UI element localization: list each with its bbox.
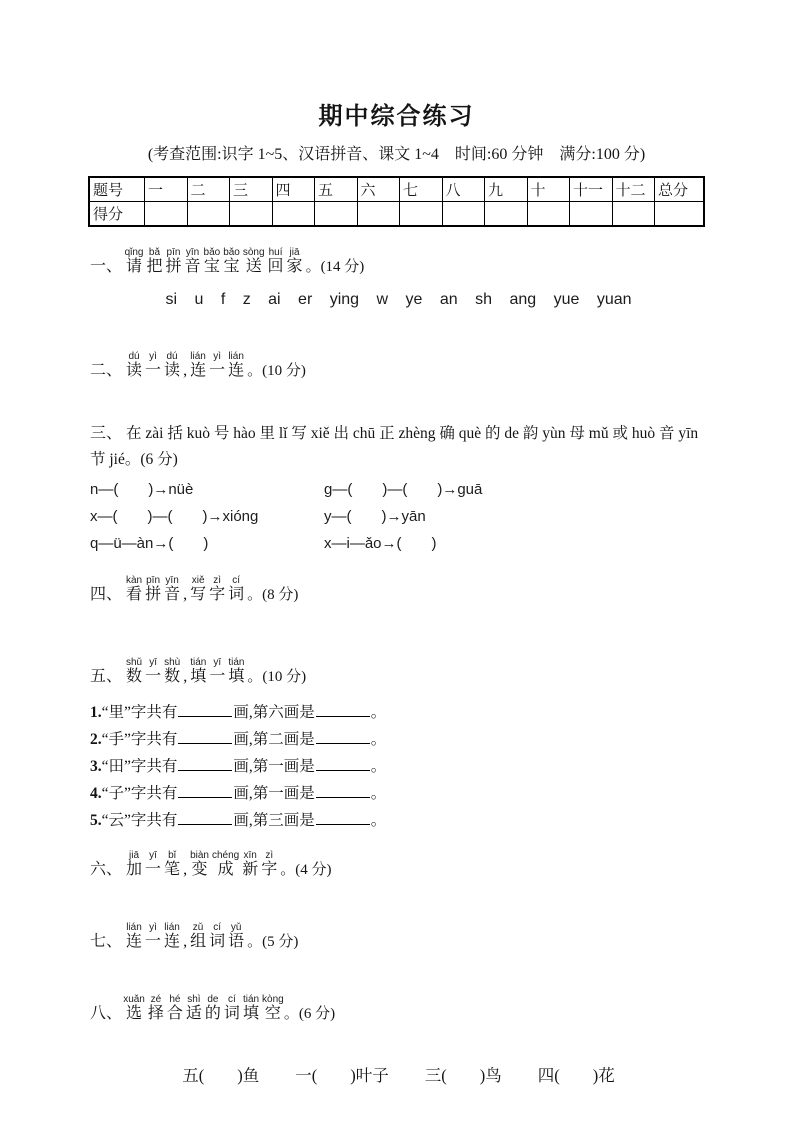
section-title-text: 在 zài 括 kuò 号 hào 里 lǐ 写 xiě 出 chū 正 zhèng 确 què 的 de 韵 yùn 母 mǔ 或 huò 音 yīn 节 jié。(6 分) [90,425,699,468]
ruby-char: 词cí [209,922,226,950]
section-heading [90,575,707,605]
ruby-char: 组zǔ [190,922,207,950]
syllable-exercise-grid [90,481,707,553]
ruby-char: , [183,933,188,950]
fill-blank-item: 四( )花 [537,1066,615,1085]
item-text: 。 [370,812,387,829]
section-score: 。(8 分) [247,587,299,603]
page-title: 期中综合练习 [318,103,475,130]
stroke-count-item [90,780,707,807]
ruby-char: 填tián [242,994,260,1022]
item-number: 1. [90,704,102,721]
answer-blank [178,757,232,771]
ruby-char: 写xiě [190,575,207,603]
ruby-char: 音yīn [184,247,201,275]
section-score: 。(14 分) [305,259,365,275]
stroke-count-item [90,807,707,834]
item-text: “手”字共有 [101,731,178,748]
score-cell-empty [272,202,315,227]
ruby-char: 拼pīn [145,575,162,603]
item-text: “云”字共有 [101,812,178,829]
score-cell-empty [612,202,655,227]
score-cell-empty [400,202,443,227]
syllable-item: x—( )—( )→xióng [90,508,259,525]
item-number: 2. [90,731,102,748]
ruby-char: 宝bǎo [203,247,221,275]
section-sec-1 [90,247,707,309]
item-text: 画,第三画是 [233,812,315,829]
item-text: 。 [370,731,387,748]
ruby-char: 数shǔ [125,657,143,685]
ruby-char: 的de [204,994,221,1022]
fill-blank-line [90,1062,707,1086]
answer-blank [316,703,370,717]
ruby-char: 字zì [209,575,226,603]
ruby-char: 一yì [209,351,226,379]
ruby-char: 连lián [228,351,245,379]
score-row-label: 得分 [89,202,145,227]
section-number: 三、 [90,425,123,442]
ruby-char: , [183,668,188,685]
syllable-item: x—i—ǎo→( ) [324,535,437,552]
score-cell-empty [187,202,230,227]
section-score: 。(4 分) [280,862,332,878]
score-cell-empty [570,202,613,227]
ruby-char: 选xuǎn [123,994,145,1022]
score-table-header-cell: 二 [187,177,230,202]
section-heading [90,922,707,952]
sections [90,247,707,1086]
score-table-header-cell: 七 [400,177,443,202]
fill-blank-item: 五( )鱼 [182,1066,260,1085]
section-sec-5 [90,657,707,834]
score-table-header-cell: 十二 [612,177,655,202]
ruby-char: 空kòng [262,994,284,1022]
ruby-char: 送sòng [242,247,265,275]
section-sec-6 [90,850,707,880]
stroke-count-item [90,726,707,753]
ruby-char: , [183,861,188,878]
ruby-char: 填tián [190,657,207,685]
item-text: 。 [370,758,387,775]
section-sec-7 [90,922,707,952]
ruby-char: 回huí [267,247,284,275]
item-text: “子”字共有 [101,785,178,802]
answer-blank [178,811,232,825]
item-text: “里”字共有 [101,704,178,721]
score-table-header-cell: 八 [442,177,485,202]
ruby-char: 语yǔ [228,922,245,950]
ruby-char: 变biàn [190,850,209,878]
ruby-char: , [183,362,188,379]
pinyin-letters-line: si u f z ai er ying w ye an sh ang yue yuan [165,291,632,308]
answer-blank [178,730,232,744]
section-number: 八、 [90,1005,123,1022]
section-number: 一、 [90,258,123,275]
score-table [88,176,705,227]
ruby-char: 填tián [228,657,245,685]
score-table-header-cell: 六 [357,177,400,202]
stroke-count-item [90,753,707,780]
syllable-item: q—ü—àn→( ) [90,535,209,552]
ruby-char: 适shì [185,994,202,1022]
section-score: 。(6 分) [283,1006,336,1022]
answer-blank [316,757,370,771]
score-table-header-cell: 十一 [570,177,613,202]
syllable-item: g—( )—( )→guā [324,481,483,498]
score-cell-empty [357,202,400,227]
ruby-char: 笔bǐ [164,850,181,878]
ruby-char: 音yīn [164,575,181,603]
item-number: 5. [90,812,102,829]
ruby-char: 读dú [164,351,181,379]
fill-blank-item: 一( )叶子 [295,1066,389,1085]
exam-scope-info: (考查范围:识字 1~5、汉语拼音、课文 1~4 时间:60 分钟 满分:100 分) [147,146,646,163]
ruby-char: 看kàn [125,575,143,603]
section-sec-4 [90,575,707,605]
section-heading [90,850,707,880]
ruby-char: 新xīn [242,850,259,878]
section-heading [90,247,707,277]
item-text: 画,第一画是 [233,758,315,775]
item-text: 画,第六画是 [233,704,315,721]
ruby-char: 拼pīn [165,247,182,275]
section-title-ruby [125,575,247,603]
stroke-count-item [90,699,707,726]
score-table-header-cell: 五 [315,177,358,202]
answer-blank [316,784,370,798]
ruby-char: 连lián [126,922,143,950]
section-heading [90,351,707,381]
section-title-ruby [126,850,280,878]
section-heading [90,657,707,687]
section-title-ruby [125,657,247,685]
score-table-header-cell: 十 [527,177,570,202]
section-number: 六、 [90,861,123,878]
score-table-header-cell: 四 [272,177,315,202]
score-table-header-cell: 一 [145,177,188,202]
ruby-char: 一yì [145,922,162,950]
score-cell-empty [145,202,188,227]
ruby-char: 一yī [145,850,162,878]
item-number: 3. [90,758,102,775]
answer-blank [178,784,232,798]
section-title-ruby [126,922,247,950]
ruby-char: 把bǎ [146,247,163,275]
ruby-char: 连lián [164,922,181,950]
section-title-ruby [126,351,247,379]
ruby-char: 读dú [126,351,143,379]
ruby-char: 一yī [145,657,162,685]
section-sec-3 [90,421,707,553]
ruby-char: 数shù [164,657,181,685]
ruby-char: 字zì [261,850,278,878]
score-table-header-row [89,177,704,202]
score-cell-empty [655,202,705,227]
item-text: 画,第二画是 [233,731,315,748]
item-number: 4. [90,785,102,802]
score-cell-empty [442,202,485,227]
section-heading [90,994,707,1024]
score-table-header-cell: 题号 [89,177,145,202]
ruby-char: 宝bǎo [223,247,240,275]
section-sec-2 [90,351,707,381]
score-table-header-cell: 三 [230,177,273,202]
score-cell-empty [485,202,528,227]
section-heading [90,421,707,473]
fill-blank-item: 三( )鸟 [424,1066,502,1085]
answer-blank [316,811,370,825]
ruby-char: 一yì [145,351,162,379]
answer-blank [178,703,232,717]
item-text: 。 [370,785,387,802]
score-cell-empty [527,202,570,227]
score-cell-empty [230,202,273,227]
answer-blank [316,730,370,744]
score-cell-empty [315,202,358,227]
section-score: 。(10 分) [247,669,307,685]
section-score: 。(10 分) [247,363,306,379]
score-table-score-row [89,202,704,227]
section-title-ruby [124,247,306,275]
section-number: 二、 [90,362,123,379]
ruby-char: 合hé [166,994,183,1022]
ruby-char: 请qǐng [124,247,144,275]
item-text: 画,第一画是 [233,785,315,802]
ruby-char: 家jiā [286,247,303,275]
stroke-count-list [90,699,707,834]
section-number: 七、 [90,933,123,950]
section-title-ruby [123,994,284,1022]
ruby-char: 加jiā [126,850,143,878]
section-sec-8 [90,994,707,1086]
item-text: 。 [370,704,387,721]
item-text: “田”字共有 [101,758,178,775]
ruby-char: 连lián [190,351,207,379]
syllable-item: y—( )→yān [324,508,426,525]
ruby-char: 一yī [209,657,226,685]
score-table-header-cell: 总分 [655,177,705,202]
ruby-char: 词cí [228,575,245,603]
section-score: 。(5 分) [247,934,299,950]
score-table-header-cell: 九 [485,177,528,202]
section-number: 四、 [90,586,123,603]
section-number: 五、 [90,668,123,685]
ruby-char: 词cí [223,994,240,1022]
ruby-char: 成chéng [211,850,240,878]
ruby-char: 择zé [147,994,164,1022]
ruby-char: , [183,586,188,603]
syllable-item: n—( )→nüè [90,481,194,498]
